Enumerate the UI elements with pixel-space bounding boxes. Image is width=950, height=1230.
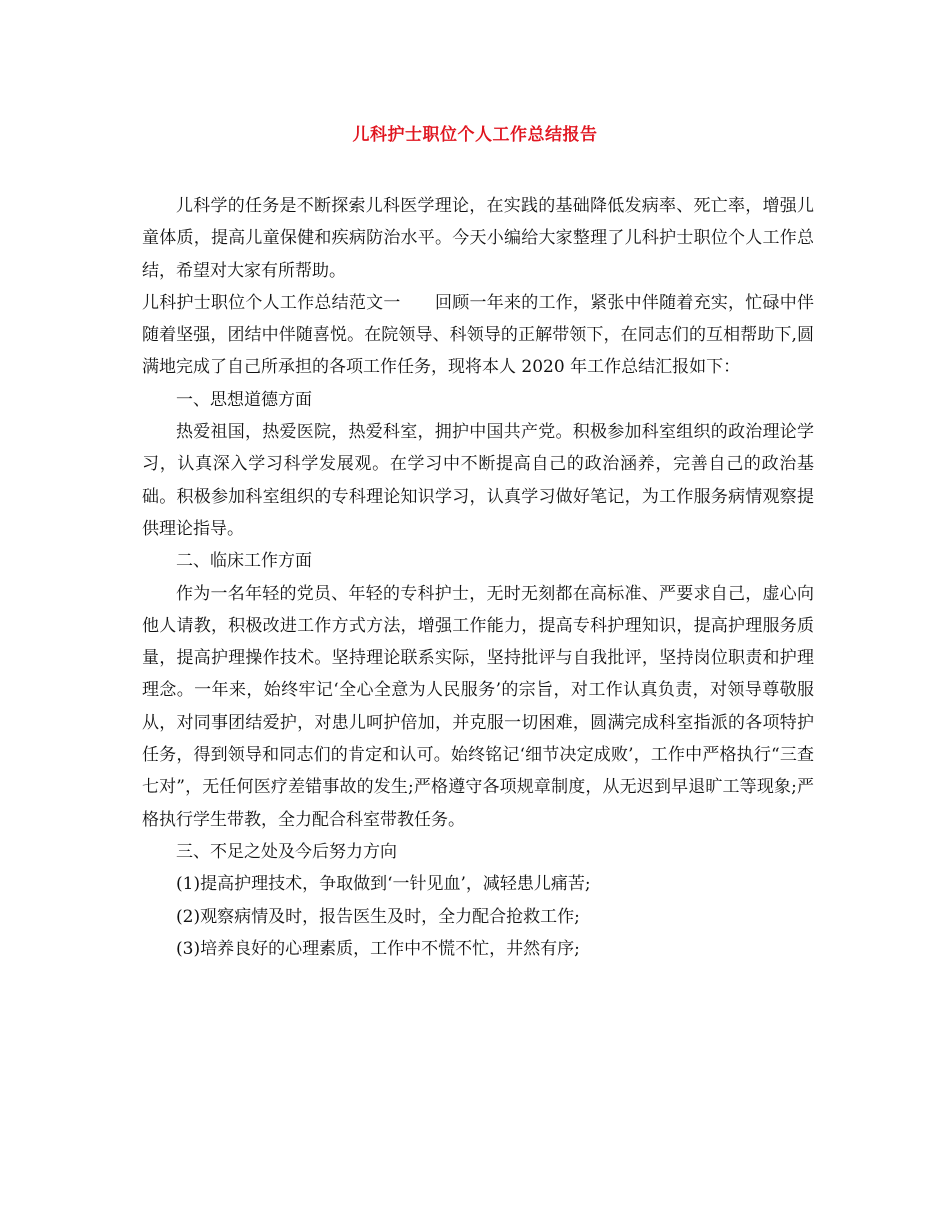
list-item-3: (3)培养良好的心理素质，工作中不慌不忙，井然有序;	[176, 938, 580, 959]
heading-ideology-morality: 一、思想道德方面	[176, 389, 312, 410]
heading-shortcomings: 三、不足之处及今后努力方向	[176, 841, 397, 862]
heading-clinical-work: 二、临床工作方面	[176, 551, 312, 572]
list-item-2: (2)观察病情及时，报告医生及时，全力配合抢救工作;	[176, 906, 580, 927]
paragraph-ideology-morality: 热爱祖国，热爱医院，热爱科室，拥护中国共产党。积极参加科室组织的政治理论学习，认真深入学习科学发展观。在学习中不断提高自己的政治涵养，完善自己的政治基础。积极参加科室组织的专科理论知识学习，认真学习做好笔记，为工作服务病情观察提供理论指导。	[142, 422, 814, 539]
paragraph-sample-one-opening: 儿科护士职位个人工作总结范文一 回顾一年来的工作，紧张中伴随着充实，忙碌中伴随着坚强，团结中伴随喜悦。在院领导、科领导的正解带领下，在同志们的互相帮助下,圆满地完成了自己所承担的各项工作任务，现将本人 2020 年工作总结汇报如下：	[142, 292, 814, 378]
paragraph-clinical-work: 作为一名年轻的党员、年轻的专科护士，无时无刻都在高标准、严要求自己，虚心向他人请教，积极改进工作方式方法，增强工作能力，提高专科护理知识，提高护理服务质量，提高护理操作技术。坚持理论联系实际，坚持批评与自我批评，坚持岗位职责和护理理念。一年来，始终牢记‘全心全意为人民服务’的宗旨，对工作认真负责，对领导尊敬服从，对同事团结爱护，对患儿呵护倍加，并克服一切困难，圆满完成科室指派的各项特护任务，得到领导和同志们的肯定和认可。始终铭记‘细节决定成败’，工作中严格执行“三查七对”，无任何医疗差错事故的发生;严格遵守各项规章制度，从无迟到早退旷工等现象;严格执行学生带教，全力配合科室带教任务。	[142, 583, 814, 830]
document-body	[142, 190, 814, 965]
list-item-1: (1)提高护理技术，争取做到‘一针见血’，减轻患儿痛苦;	[176, 874, 591, 895]
document-title: 儿科护士职位个人工作总结报告	[352, 125, 598, 145]
paragraph-intro: 儿科学的任务是不断探索儿科医学理论，在实践的基础降低发病率、死亡率，增强儿童体质，提高儿童保健和疾病防治水平。今天小编给大家整理了儿科护士职位个人工作总结，希望对大家有所帮助。	[142, 196, 814, 281]
